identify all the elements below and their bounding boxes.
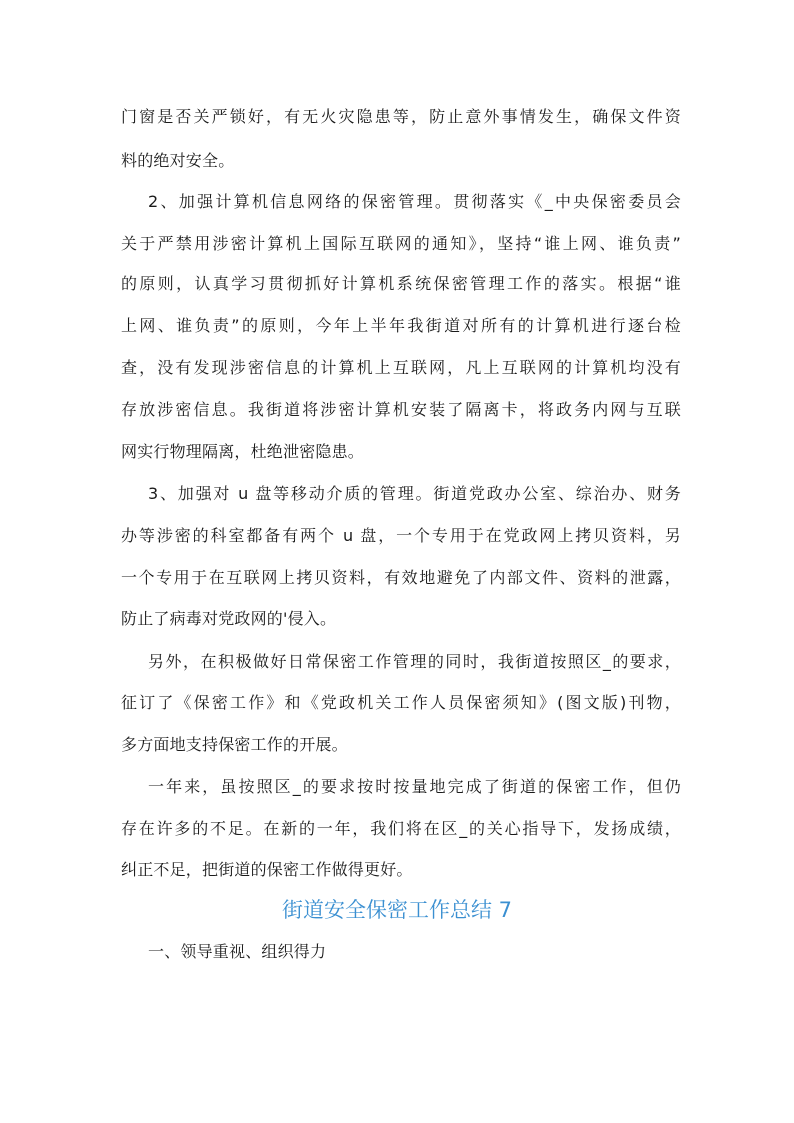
text-line: 另外，在积极做好日常保密工作管理的同时，我街道按照区_的要求， xyxy=(148,652,681,671)
text-line: 纠正不足，把街道的保密工作做得更好。 xyxy=(121,860,413,879)
text-line: 的原则，认真学习贯彻抓好计算机系统保密管理工作的落实。根据“谁 xyxy=(121,274,681,293)
text-line: 多方面地支持保密工作的开展。 xyxy=(121,735,348,754)
text-line: 网实行物理隔离，杜绝泄密隐患。 xyxy=(121,442,365,461)
text-line: 存在许多的不足。在新的一年，我们将在区_的关心指导下，发扬成绩， xyxy=(121,819,681,838)
text-line: 2、加强计算机信息网络的保密管理。贯彻落实《_中央保密委员会 xyxy=(148,192,681,211)
text-line: 料的绝对安全。 xyxy=(121,151,235,170)
text-line: 查，没有发现涉密信息的计算机上互联网，凡上互联网的计算机均没有 xyxy=(121,358,681,377)
text-line: 存放涉密信息。我街道将涉密计算机安装了隔离卡，将政务内网与互联 xyxy=(121,400,681,419)
text-line: 一年来，虽按照区_的要求按时按量地完成了街道的保密工作，但仍 xyxy=(148,777,681,796)
text-line: 门窗是否关严锁好，有无火灾隐患等，防止意外事情发生，确保文件资 xyxy=(121,107,681,126)
section-heading: 街道安全保密工作总结 7 xyxy=(281,898,513,922)
text-line: 上网、谁负责”的原则，今年上半年我街道对所有的计算机进行逐台检 xyxy=(121,316,681,335)
text-line: 3、加强对 u 盘等移动介质的管理。街道党政办公室、综治办、财务 xyxy=(148,484,681,503)
text-line: 一个专用于在互联网上拷贝资料，有效地避免了内部文件、资料的泄露， xyxy=(121,568,681,587)
text-line: 防止了病毒对党政网的'侵入。 xyxy=(121,609,337,628)
subheading: 一、领导重视、组织得力 xyxy=(148,942,327,961)
text-line: 征订了《保密工作》和《党政机关工作人员保密须知》(图文版)刊物， xyxy=(121,693,681,712)
text-line: 关于严禁用涉密计算机上国际互联网的通知》，坚持“谁上网、谁负责” xyxy=(121,234,681,253)
text-line: 办等涉密的科室都备有两个 u 盘，一个专用于在党政网上拷贝资料，另 xyxy=(121,526,681,545)
